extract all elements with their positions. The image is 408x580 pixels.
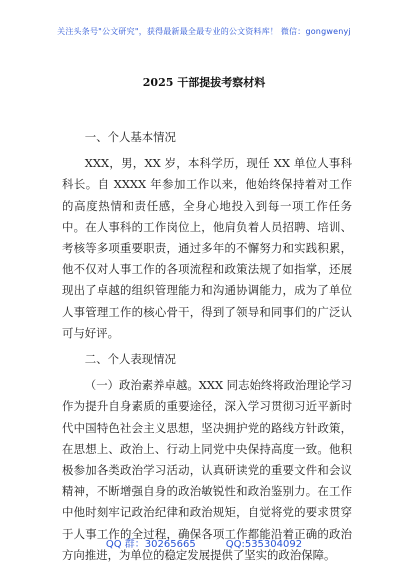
footer-qq: QQ:535304092 [225,539,303,550]
section-heading-basic-info: 一、个人基本情况 [84,130,176,144]
footer-qq-group: QQ 群：30265665 [105,539,196,550]
header-banner: 关注头条号"公文研究"，获得最新最全最专业的公文资料库！ 微信：gongwenyj [57,27,351,36]
document-body [62,122,352,566]
document-title: 2025 干部提拔考察材料 [142,76,266,89]
footer-contact [0,535,408,550]
paragraph-political-quality: （一）政治素养卓越。XXX 同志始终将政治理论学习作为提升自身素质的重要途径，深入学习贯彻习近平新时代中国特色社会主义思想，坚决拥护党的路线方针政策，在思想上、政治上、行动上同党中央保持高度一致。他积极参加各类政治学习活动，认真研读党的重要文件和会议精神，不断增强自身的政治敏锐性和政治鉴别力。在工作中他时刻牢记政治纪律和政治规矩，自觉将党的要求贯穿于人事工作的全过程，确保各项工作都能沿着正确的政治方向推进，为单位的稳定发展提供了坚实的政治保障。 [62,378,352,562]
section-heading-performance: 二、个人表现情况 [84,352,176,367]
paragraph-basic-info: XXX，男，XX 岁，本科学历，现任 XX 单位人事科科长。自 XXXX 年参加工作以来，他始终保持着对工作的高度热情和责任感，全身心地投入到每一项工作任务中。在人事科的工作岗位上，他肩负着人员招聘、培训、考核等多项重要职责，通过多年的不懈努力和实践积累，他不仅对人事工作的各项流程和政策法规了如指掌，还展现出了卓越的组织管理能力和沟通协调能力，成为了单位人事管理工作的核心骨干，得到了领导和同事们的广泛认可与好评。 [62,156,352,340]
